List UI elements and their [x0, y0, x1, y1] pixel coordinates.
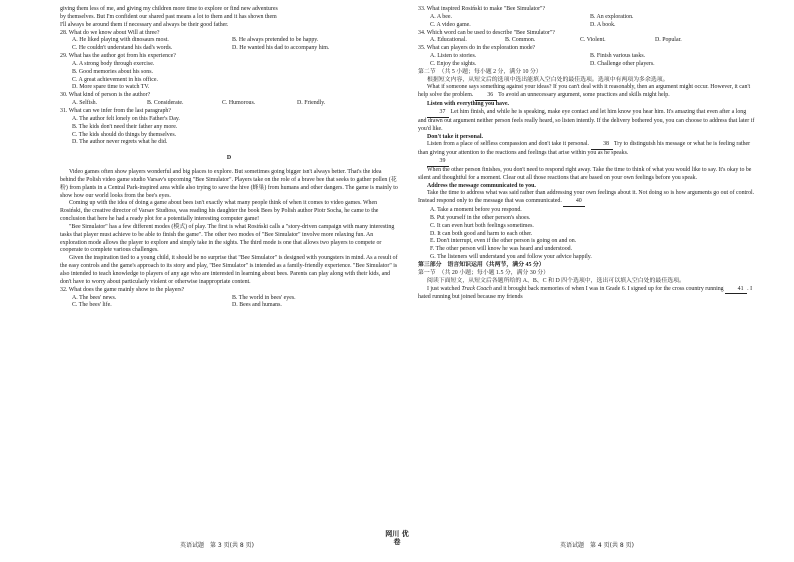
choice-option: G. The listeners will understand you and follow your advice happily.: [430, 254, 592, 261]
choice-option: C. It can even hurt both feelings sometimes.: [430, 222, 534, 229]
choice-option: A. Take a moment before you respond.: [430, 207, 522, 214]
option: D. A book.: [590, 21, 616, 28]
option: D. The author never regrets what he did.: [72, 139, 168, 146]
question-30-stem: 30. What kind of person is the author?: [60, 92, 151, 99]
part-3-instructions: 阅读下面短文，从短文后各题所给的 A、B、C 和 D 四个选项中，选出可以填入空白处的最佳选项。: [427, 277, 685, 284]
option: C. A video game.: [430, 21, 471, 28]
option: A. A strong body through exercise.: [72, 60, 155, 67]
option: B. Good memories about his sons.: [72, 68, 153, 75]
passage-paragraph: [418, 158, 756, 167]
passage-paragraph: When the other person finishes, you don't need to respond right away. Take the time to think of what you would like to say. It's okay to be silent and thoughtful for a moment. Clear out all those reactions that are based on your own feelings before you speak.: [418, 166, 752, 181]
option: A. The bees' news.: [72, 294, 117, 301]
question-35-stem: 35. What can players do in the exploration mode?: [418, 45, 536, 52]
option: C. The bees' life.: [72, 302, 112, 309]
part-3-subtitle: 第一节 （共 20 小题；每小题 1.5 分，满分 30 分）: [418, 269, 550, 276]
question-30-options: [60, 100, 398, 108]
option: B. He always pretended to be happy.: [232, 37, 319, 44]
option: D. Challenge other players.: [590, 60, 655, 67]
option: C. A great achievement in his office.: [72, 76, 158, 83]
option: C. Enjoy the sights.: [430, 60, 477, 67]
blank-37[interactable]: 37: [427, 109, 449, 118]
passage-paragraph: Given the inspiration tied to a young child, it should be no surprise that "Bee Simulator" is designed with youngsters in mind. As a result of the easy controls and the game's approach to its story and play, "Bee Simulator" is intended as a family-friendly experience. "Bee Simulator" is also intended to teach knowledge to players of any age who are interested in learning about bees. Parents can play along with their kids, and don't have to worry about particularly violent or otherwise inappropriate content.: [60, 255, 398, 285]
option: B. Common.: [505, 37, 536, 44]
right-column: [418, 6, 756, 302]
option: B. The kids don't need their father any more.: [72, 123, 178, 130]
intro-line: I'll always be around them if necessary and always be their good father.: [60, 21, 229, 28]
choice-option: D. It can both good and harm to each other.: [430, 230, 533, 237]
page-footer-left: 英语试题 第 3 页(共 8 页): [180, 542, 254, 549]
blank-36[interactable]: 36: [475, 92, 497, 101]
option: A. The author felt lonely on this Father's Day.: [72, 115, 180, 122]
question-31-stem: 31. What can we infer from the last paragraph?: [60, 107, 171, 114]
option: B. Finish various tasks.: [590, 53, 646, 60]
passage-paragraph: Coming up with the idea of doing a game about bees isn't exactly what many people think of when it comes to video games. When Rosiński, the creative director of Varsav Studioss, was reading his daughter the book Bees by Polish author Piotr Socha, he came to the conclusion that here he had a ready plot for a potentially interesting computer game!: [60, 200, 379, 223]
choice-option: B. Put yourself in the other person's shoes.: [430, 214, 531, 221]
question-29-stem: 29. What has the author got from his experience?: [60, 53, 176, 60]
choice-option: E. Don't interrupt, even if the other person is going on and on.: [430, 238, 577, 245]
passage-paragraph: 37 Let him finish, and while he is speaking, make eye contact and let him know you hear him. It's amazing that even after a long and drawn out argument neither person feels really heard, so listen intently. If the delivery bothered you, you can choose to address that later if you'd like.: [418, 108, 755, 132]
section-2-instructions: 根据短文内容，从短文后的选项中选出能填入空白处的最佳选项。选项中有两项为多余选项。: [427, 76, 669, 83]
passage-paragraph: I just watched Track Coach and it brought back memories of when I was in Grade 6. I signed up for the cross country running 41 . I hated running but joined because my friends: [418, 285, 753, 301]
passage-paragraph: Listen from a place of selfless compassion and don't take it personal. 38 Try to distinguish his message or what he is feeling rather than giving your attention to the reactions and feelings that arise within you as he speaks.: [418, 141, 751, 157]
question-28-stem: 28. What do we know about Will at three?: [60, 29, 160, 36]
passage-paragraph: What if someone says something against your ideas? If you can't deal with it reasonably, then an argument might occur. However, it can't help solve the problem. 36 To avoid an unnecessary argument, some practices and skills might help.: [418, 84, 756, 101]
question-32-options: [60, 295, 398, 311]
option: A. Selfish.: [72, 100, 98, 107]
subheading-personal: Don't take it personal.: [427, 133, 483, 140]
subheading-listen: Listen with everything you have.: [427, 101, 509, 108]
option: D. Friendly.: [297, 100, 326, 107]
blank-41[interactable]: 41: [725, 286, 747, 295]
blank-38[interactable]: 38: [591, 141, 613, 150]
question-34-stem: 34. Which word can be used to describe "Bee Simulator"?: [418, 29, 555, 36]
left-column: [60, 6, 398, 310]
option: B. Considerate.: [147, 100, 184, 107]
choice-option: F. The other person will know he was heard and understood.: [430, 246, 573, 253]
option: D. Bees and humans.: [232, 302, 282, 309]
option: D. He wanted his dad to accompany him.: [232, 45, 330, 52]
question-28-options: [60, 37, 398, 53]
part-3-title: 第三部分 语言知识运用（共两节，满分 45 分）: [418, 262, 545, 268]
question-33-options: [418, 14, 756, 30]
option: A. He liked playing with dinosaurs most.: [72, 37, 169, 44]
blank-40[interactable]: 40: [563, 198, 585, 207]
question-33-stem: 33. What inspired Rosiński to make "Bee Simulator"?: [418, 6, 546, 12]
page-footer-right: 英语试题 第 4 页(共 8 页): [560, 542, 634, 549]
option: B. An exploration.: [590, 13, 634, 20]
option: C. Humorous.: [222, 100, 256, 107]
question-35-options: [418, 53, 756, 69]
passage-paragraph: Take the time to address what was said rather than addressing your own feelings about it. Not doing so is how arguments go out of control. Instead respond only to the message that was communicated. 40: [418, 190, 756, 207]
logo: 网川 优卷: [385, 530, 409, 546]
question-34-options: [418, 37, 756, 45]
section-2-title: 第二节 （共 5 小题；每小题 2 分，满分 10 分）: [418, 68, 542, 75]
option: B. The world in bees' eyes.: [232, 294, 296, 301]
option: A. Educational.: [430, 37, 467, 44]
option: A. Listen to stories.: [430, 53, 477, 60]
blank-39[interactable]: 39: [427, 158, 449, 167]
option: C. He couldn't understand his dad's words.: [72, 45, 173, 52]
option: A. A bee.: [430, 13, 452, 20]
passage-paragraph: Video games often show players wonderful and big places to explore. But sometimes going bigger isn't always better. That's the idea behind the Polish video game studio Varsav's upcoming "Bee Simulator". Players take on the role of a brave bee that seeks to gather pollen (花粉) from plants in a Central Park-inspired area while also trying to save the hive (蜂巢) from humans and other dangers. The game is mainly to show how our world looks from the bee's eyes.: [60, 169, 398, 199]
subheading-address: Address the message communicated to you.: [427, 182, 536, 189]
intro-line: by themselves. But I'm confident our shared past means a lot to them and it has shown them: [60, 13, 277, 20]
option: D. Popular.: [655, 37, 682, 44]
passage-paragraph: "Bee Simulator" has a few different modes (模式) of play. The first is what Rosiński calls a "story-driven campaign with many interesting tasks that player must achieve to be able to finish the game". The other two modes of "Bee Simulator" involve more relaxing fun. An exploration mode allows the player to explore and simply take in the sights. The third mode is one that allows two players to compete or cooperate to complete various challenges.: [60, 223, 395, 254]
option: D. More spare time to watch TV.: [72, 84, 150, 91]
option: C. The kids should do things by themselves.: [72, 131, 177, 138]
question-32-stem: 32. What does the game mainly show to the players?: [60, 286, 185, 293]
option: C. Violent.: [580, 37, 606, 44]
intro-line: giving them less of me, and giving my children more time to explore or find new adventures: [60, 6, 278, 12]
section-d-heading: D: [226, 155, 232, 162]
